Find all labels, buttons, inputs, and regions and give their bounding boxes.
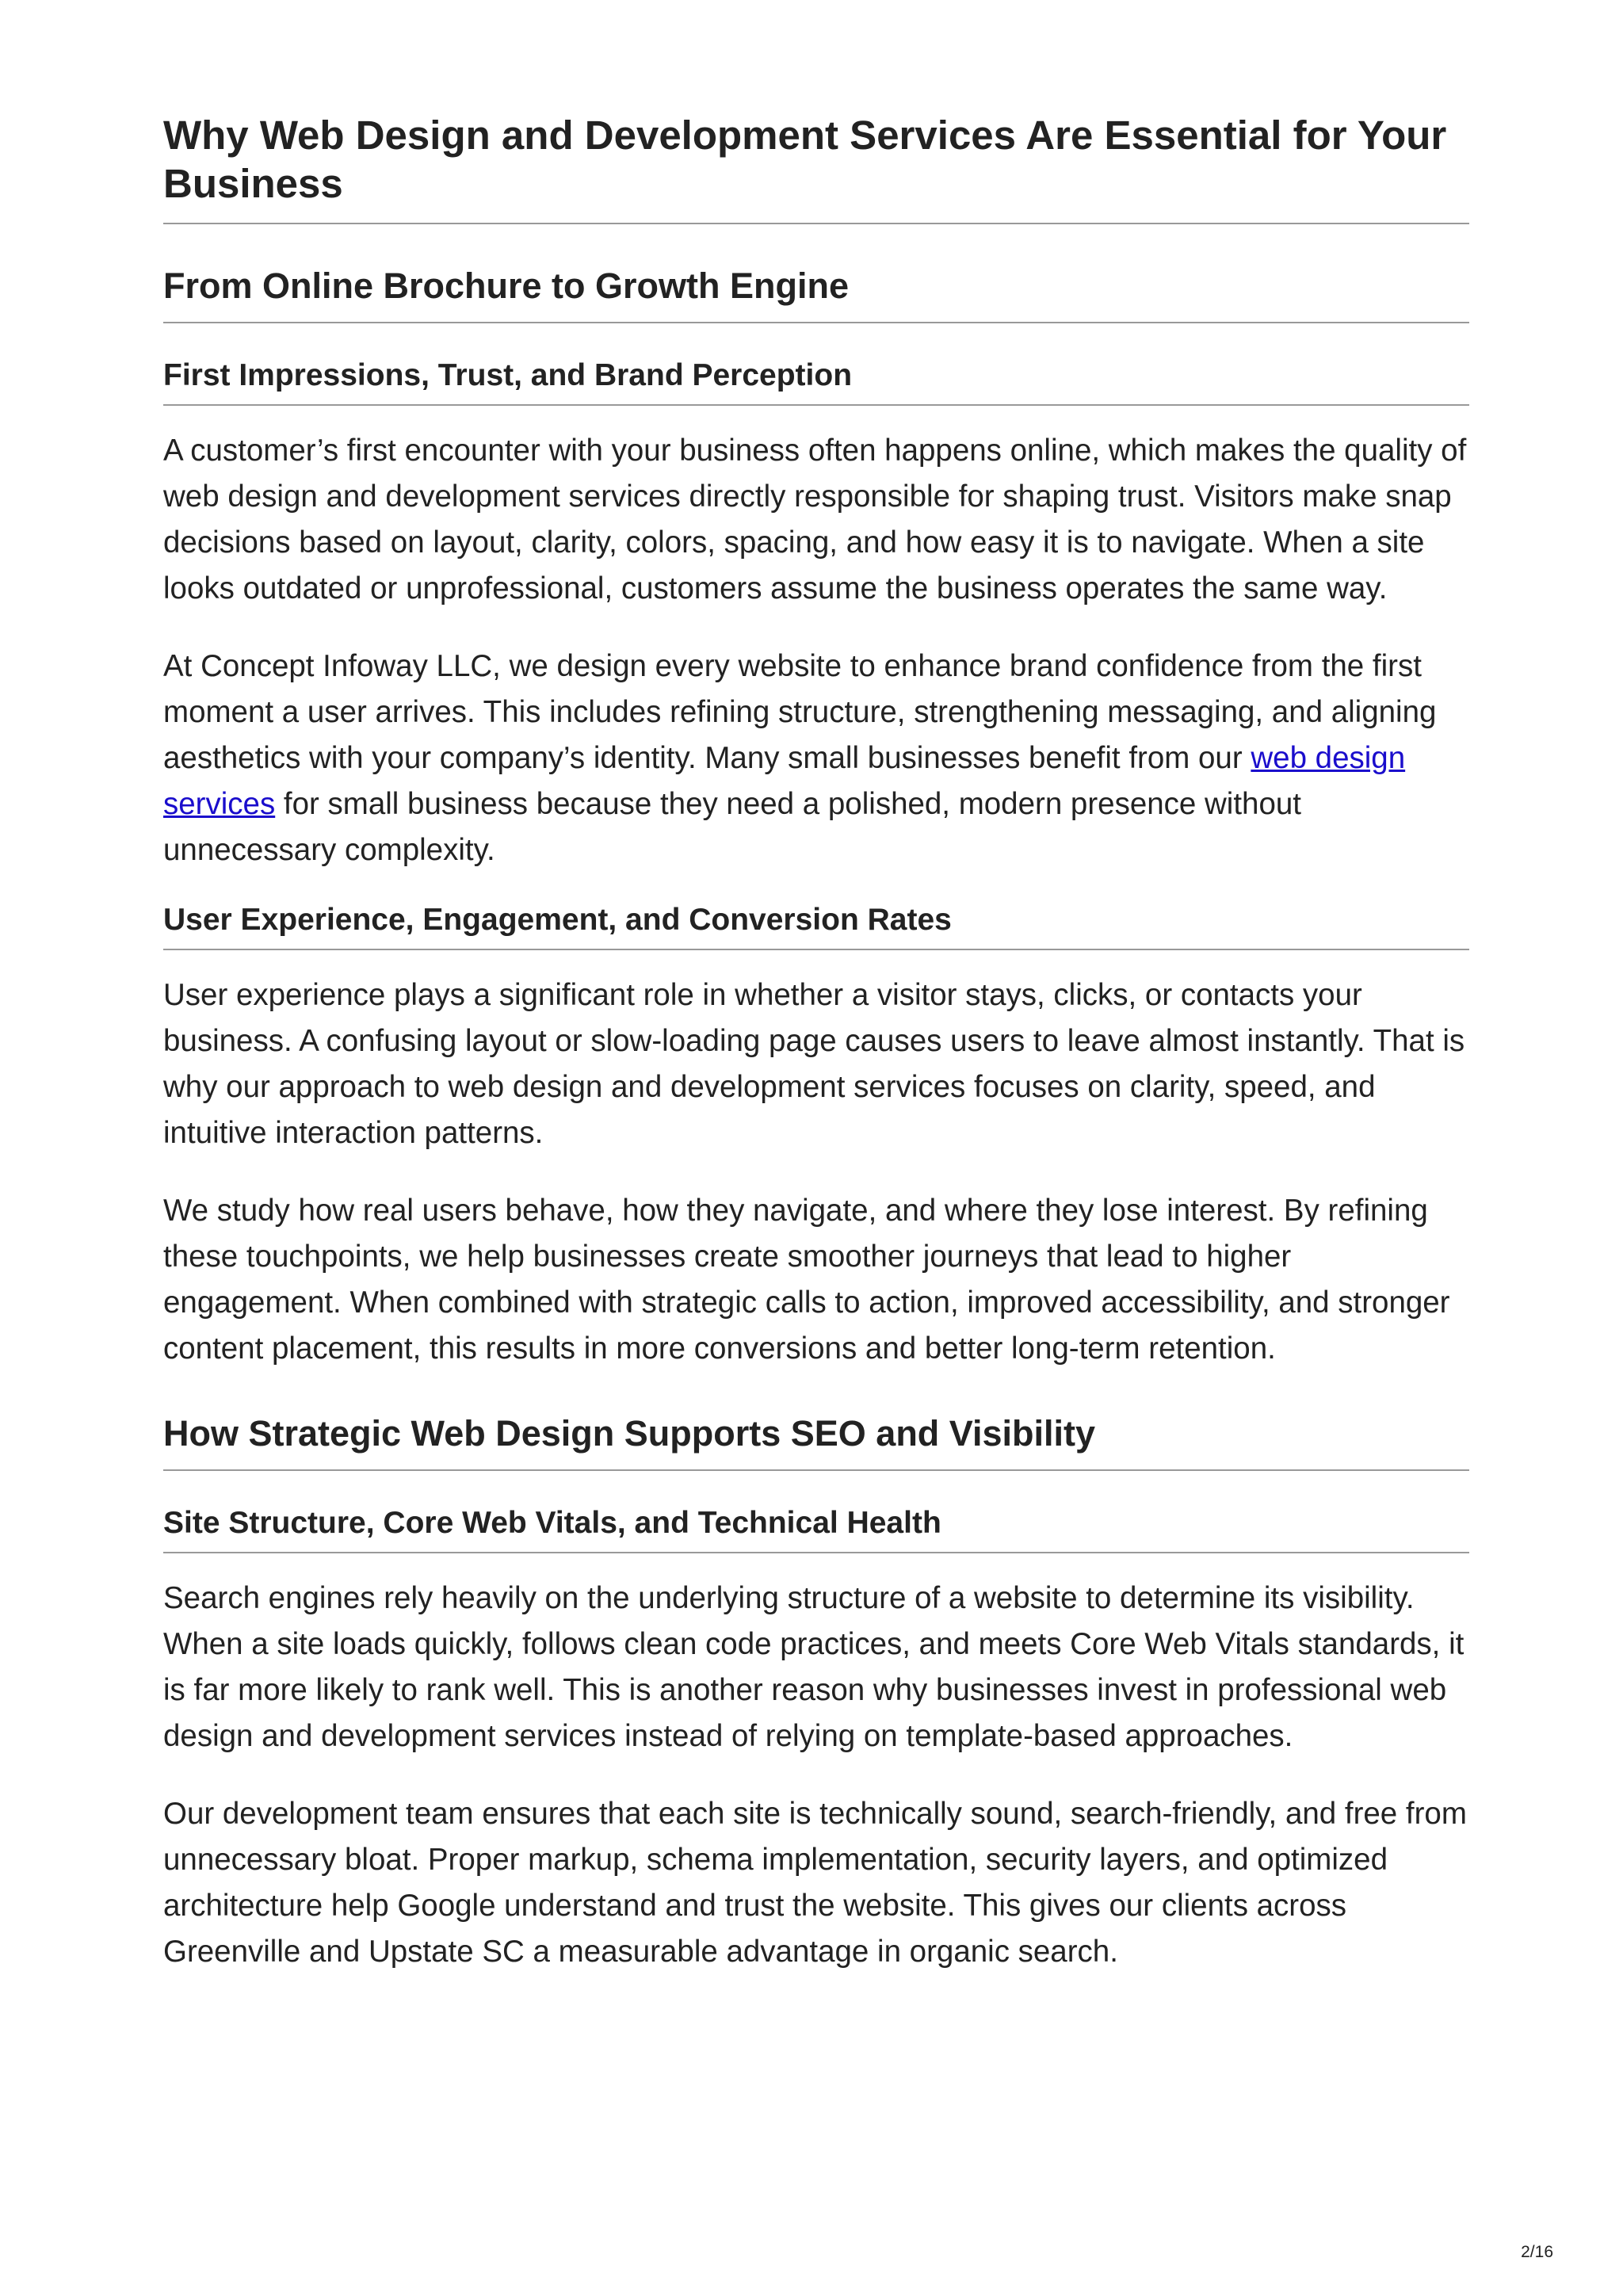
paragraph-site-structure-2: Our development team ensures that each site is technically sound, search-friendly, and free from unnecessary bloat. Proper markup, schema implementation, security layers, and optimized architecture help Google understand and trust the website. This gives our clients across Greenville and Upstate SC a measurable advantage in organic search.: [163, 1797, 1467, 1969]
paragraph-text-before-link: At Concept Infoway LLC, we design every website to enhance brand confidence from the first moment a user arrives. This includes refining structure, strengthening messaging, and aligning aesthetics with your company’s identity. Many small businesses benefit from our: [163, 649, 1437, 775]
section-heading-growth-engine: From Online Brochure to Growth Engine: [163, 266, 1469, 323]
page-title: Why Web Design and Development Services Are Essential for Your Business: [163, 111, 1469, 224]
web-design-services-link[interactable]: web design services: [163, 741, 1406, 821]
paragraph-first-impressions-2: [163, 644, 1469, 873]
document-page: [163, 111, 1469, 1975]
section-heading-seo-visibility: How Strategic Web Design Supports SEO and Visibility: [163, 1413, 1469, 1471]
paragraph-site-structure-1: Search engines rely heavily on the underlying structure of a website to determine its visibility. When a site loads quickly, follows clean code practices, and meets Core Web Vitals standards, it is far more likely to rank well. This is another reason why businesses invest in professional web design and development services instead of relying on template-based approaches.: [163, 1581, 1465, 1753]
page-number: 2/16: [1521, 2243, 1553, 2261]
paragraph-first-impressions-1: A customer’s first encounter with your business often happens online, which makes the quality of web design and development services directly responsible for shaping trust. Visitors make snap decisions based on layout, clarity, colors, spacing, and how easy it is to navigate. When a site looks outdated or unprofessional, customers assume the business operates the same way.: [163, 434, 1467, 606]
subsection-heading-site-structure: Site Structure, Core Web Vitals, and Technical Health: [163, 1505, 1469, 1553]
paragraph-user-experience-2: We study how real users behave, how they navigate, and where they lose interest. By refining these touchpoints, we help businesses create smoother journeys that lead to higher engagement. When combined with strategic calls to action, improved accessibility, and stronger content placement, this results in more conversions and better long-term retention.: [163, 1194, 1450, 1366]
subsection-heading-first-impressions: First Impressions, Trust, and Brand Perception: [163, 357, 1469, 406]
subsection-heading-user-experience: User Experience, Engagement, and Conversion Rates: [163, 902, 1469, 950]
paragraph-text-after-link: for small business because they need a polished, modern presence without unnecessary complexity.: [163, 787, 1301, 867]
paragraph-user-experience-1: User experience plays a significant role in whether a visitor stays, clicks, or contacts your business. A confusing layout or slow-loading page causes users to leave almost instantly. That is why our approach to web design and development services focuses on clarity, speed, and intuitive interaction patterns.: [163, 978, 1465, 1150]
